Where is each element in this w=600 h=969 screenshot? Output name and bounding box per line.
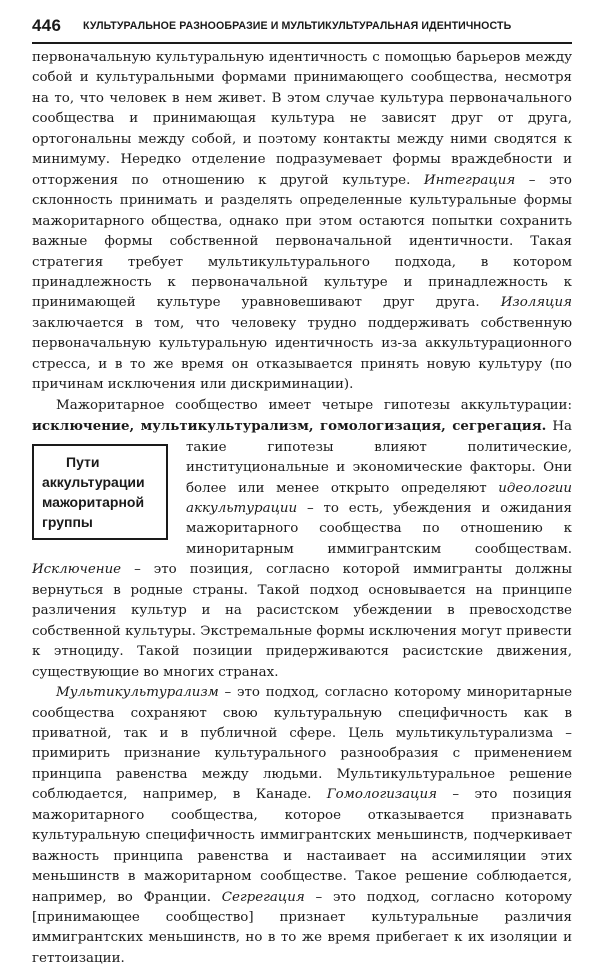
term-hypotheses-list: исключение, мультикультурализм, гомологизация, сегрегация. — [32, 418, 547, 435]
text-integration-definition: – это склонность принимать и разделять определенные культуральные формы мажоритарного общества, однако при этом остаются попытки сохранить важные формы собственной первоначальной идентичности. Такая стратегия требует мультикультурального подхода, в котором принадлежность к первоначальной культуре и принадлежность к принимающей культуре уравновешивают друг друга. — [32, 172, 572, 311]
text-segregation-definition: – это подход, согласно которому [принимающее сообщество] признает культуральные различия иммигрантских меньшинств, но в то же время прибегает к их изоляции и геттоизации. — [32, 889, 572, 966]
paragraph-majority-hypotheses — [32, 396, 572, 683]
text-exclusion-definition: – это позиция, согласно которой иммигранты должны вернуться в родные страны. Такой подход основывается на принципе различения культур и на расистском убеждении в превосходстве собственной культуры. Экстремальные формы исключения могут привести к этноциду. Такой позиции придерживаются расистские движения, существующие во многих странах. — [32, 562, 572, 680]
page-header — [32, 12, 572, 42]
page-number: 446 — [32, 16, 62, 35]
term-exclusion: Исключение — [32, 562, 122, 578]
sidebar-box — [32, 444, 168, 540]
term-multiculturalism: Мультикультурализм — [56, 685, 219, 701]
body-text — [32, 48, 572, 969]
text-hypotheses-factors: На такие гипотезы влияют политические, институциональные и экономические факторы. Они более или менее открыто определяют — [186, 419, 572, 496]
text-ideologies-definition: – то есть, убеждения и ожидания мажоритарного сообщества по отношению к миноритарным иммигрантским сообществам. — [186, 500, 572, 557]
term-homologation: Гомологизация — [326, 787, 437, 803]
sidebar-box-title: Пути аккультурации мажоритарной группы — [42, 453, 145, 530]
term-segregation: Сегрегация — [221, 889, 305, 905]
term-isolation: Изоляция — [500, 295, 572, 311]
paragraph-multiculturalism-homologation-segregation — [32, 683, 572, 969]
text-multiculturalism-definition: – это подход, согласно которому миноритарные сообщества сохраняют свою культуральную специфичность как в приватной, так и в публичной сфере. Цель мультикультурализма – примирить признание культурального разнообразия с применением принципа равенства между людьми. Мультикультуральное решение соблюдается, например, в Канаде. — [32, 685, 572, 803]
term-integration: Интеграция — [423, 172, 516, 188]
term-ideologies: идеологии аккультурации — [186, 480, 572, 516]
paragraph-separation-integration-isolation — [32, 48, 572, 396]
header-rule — [32, 42, 572, 44]
running-title: КУЛЬТУРАЛЬНОЕ РАЗНООБРАЗИЕ И МУЛЬТИКУЛЬТУРАЛЬНАЯ ИДЕНТИЧНОСТЬ — [83, 20, 512, 32]
text-separation: первоначальную культуральную идентичность с помощью барьеров между собой и культуральными формами принимающего сообщества, несмотря на то, что человек в нем живет. В этом случае культура первоначального сообщества и принимающая культура не зависят друг от друга, ортогональны между собой, и поэтому контакты между ними сводятся к минимуму. Нередко отделение подразумевает формы враждебности и отторжения по отношению к другой культуре. — [32, 50, 572, 188]
text-isolation-definition: заключается в том, что человеку трудно поддерживать собственную первоначальную культуральную идентичность из-за аккультурационного стресса, и в то же время он отказывается принять новую культуру (по причинам исключения или дискриминации). — [32, 315, 572, 393]
text-homologation-definition: – это позиция мажоритарного сообщества, которое отказывается признавать культуральную специфичность иммигрантских меньшинств, подчеркивает важность принципа равенства и настаивает на ассимиляции этих меньшинств в мажоритарном сообществе. Такое решение соблюдается, например, во Франции. — [32, 787, 573, 905]
text-hypotheses-intro: Мажоритарное сообщество имеет четыре гипотезы аккультурации: — [56, 397, 572, 413]
